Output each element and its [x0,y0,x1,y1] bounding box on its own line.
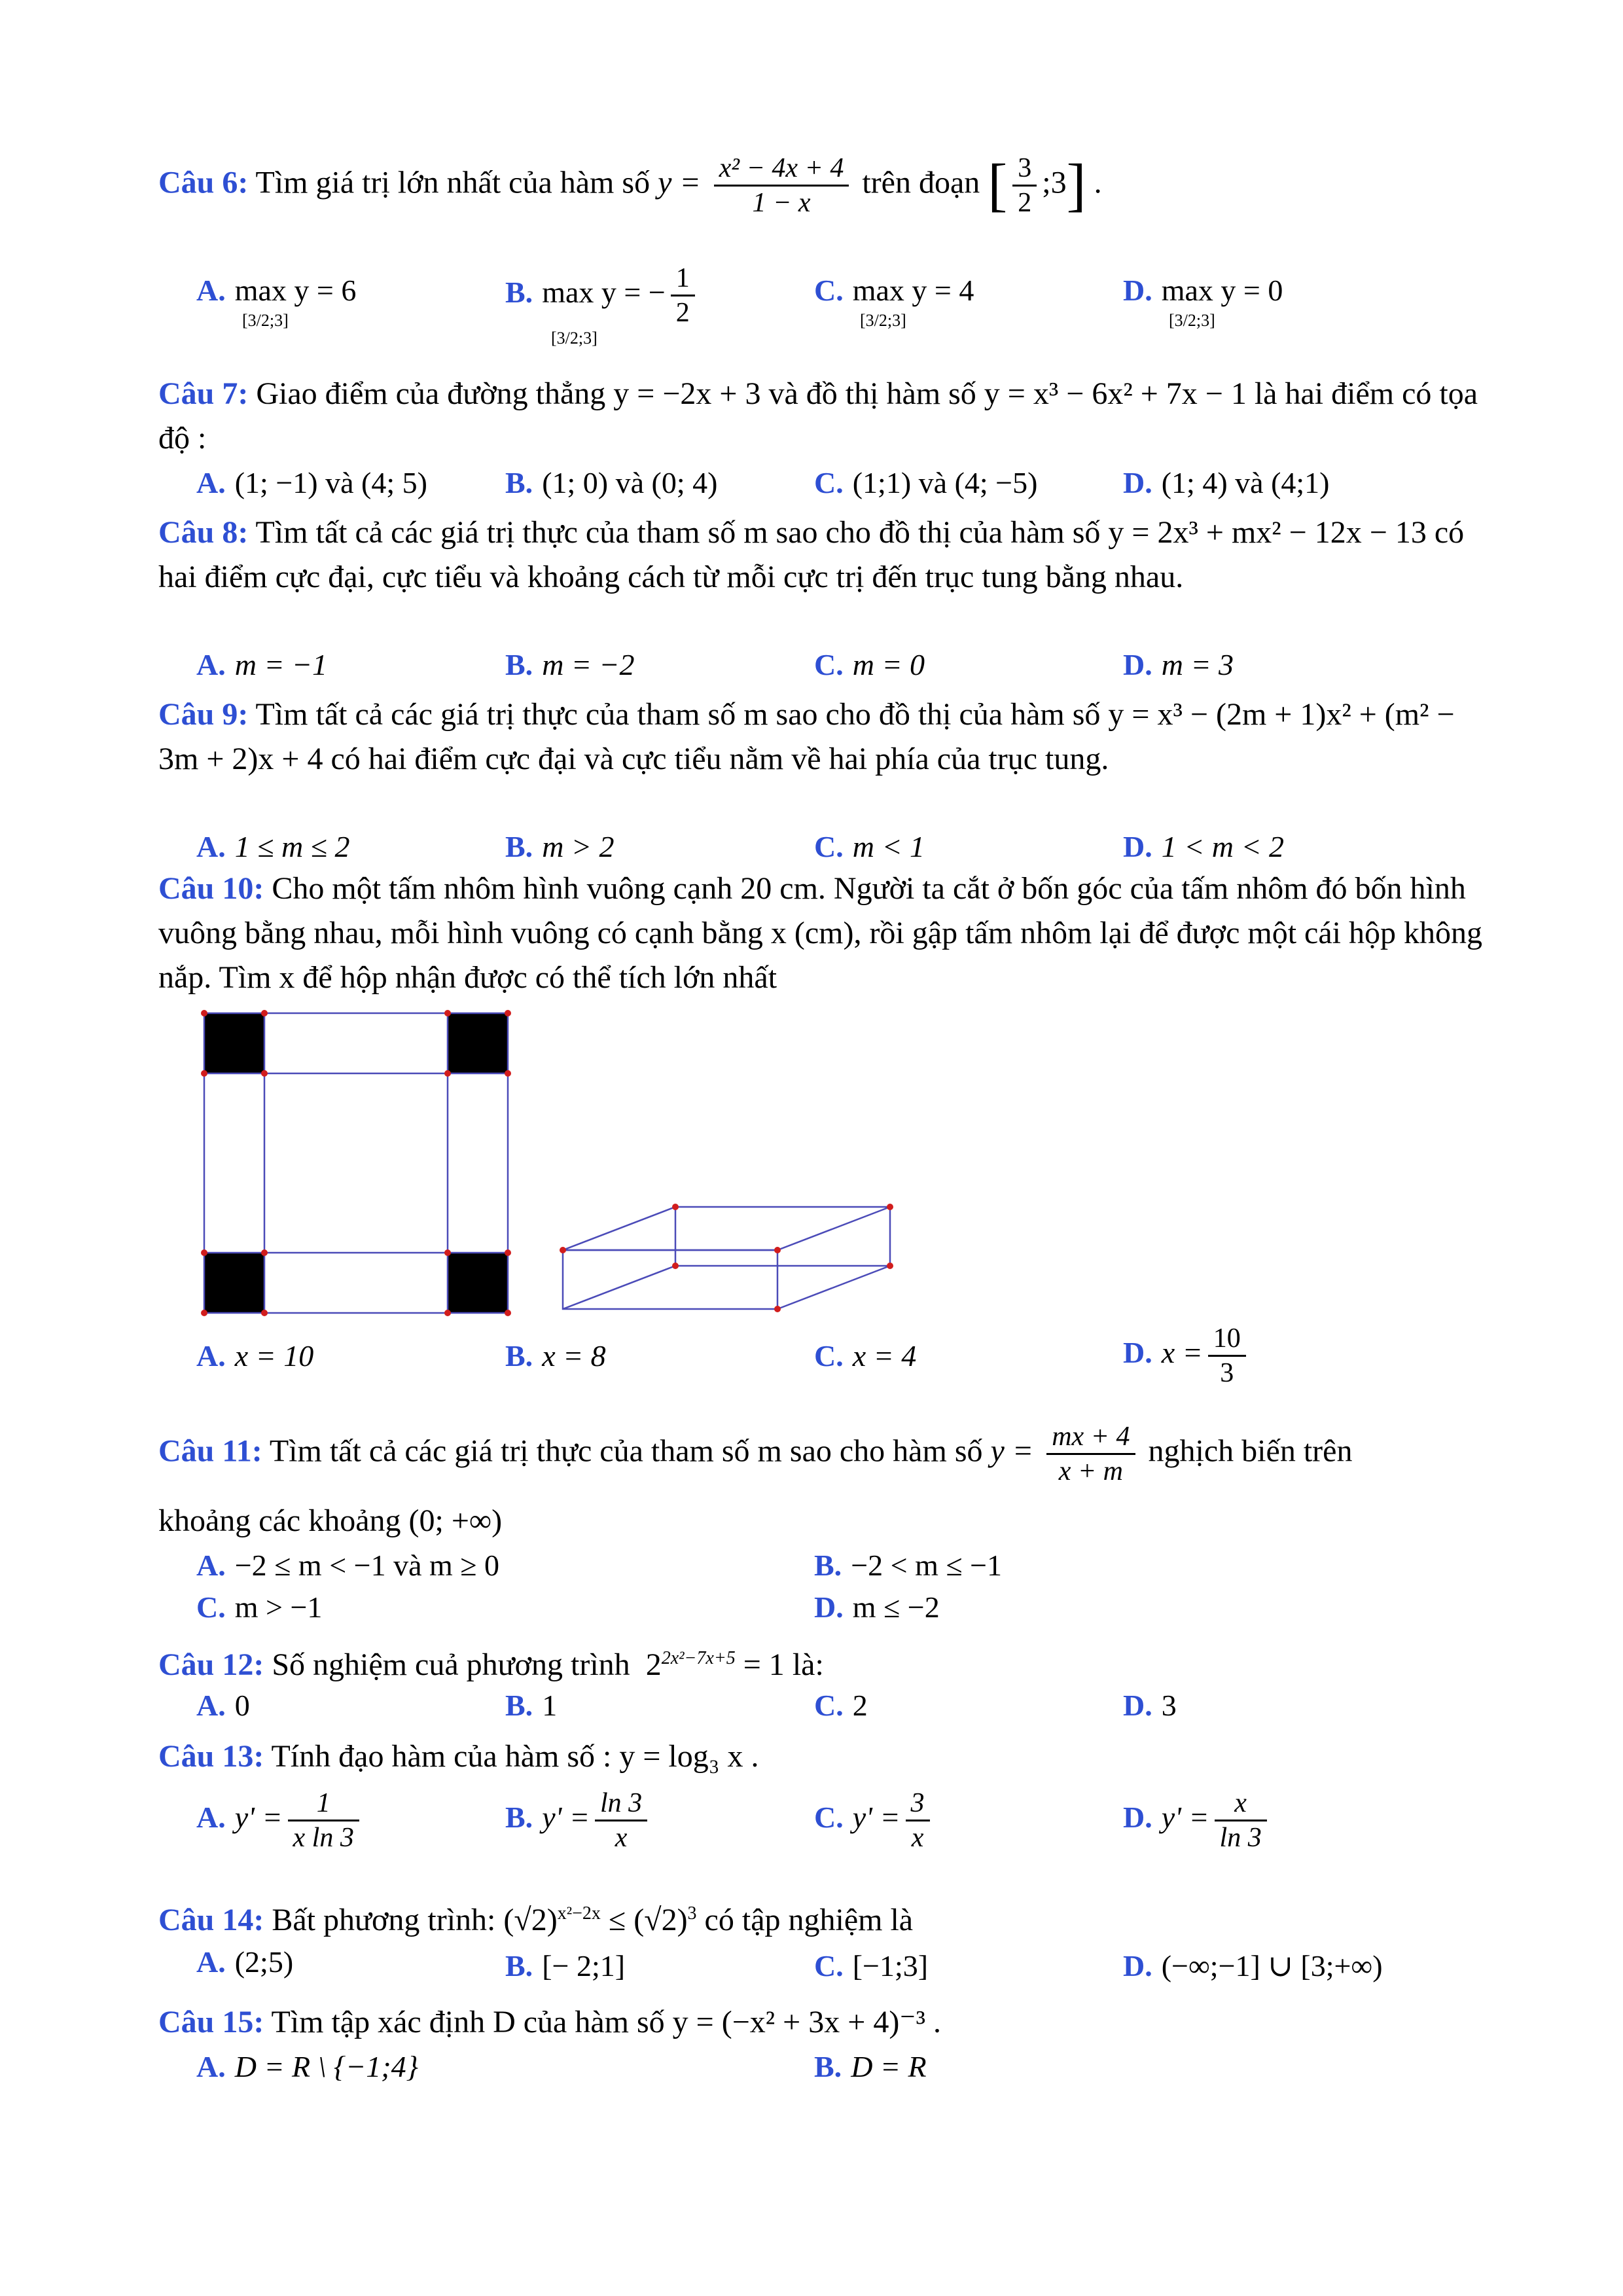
answer-prefix: y' = [234,1801,283,1835]
answer-d[interactable] [1123,1322,1251,1390]
vertex-dot [505,1010,511,1016]
answer-d[interactable] [1123,1787,1272,1854]
answer-text: max y = 6 [234,274,357,307]
box-hidden-edge [563,1266,675,1309]
answer-prefix: y' = [542,1801,590,1835]
answer-text: max y = 0 [1161,274,1283,307]
answer-letter: A. [196,1549,226,1582]
denominator: 2 [675,298,690,328]
answer-text: −2 ≤ m < −1 và m ≥ 0 [234,1549,500,1582]
question-text: Tìm tất cả các giá trị thực của tham số m sao cho hàm số [269,1433,983,1469]
answer-letter: B. [505,276,533,310]
numerator: 3 [1012,152,1037,187]
question-label: Câu 9: [158,697,249,732]
fraction [595,1787,647,1854]
answer-letter: B. [814,1549,842,1582]
question-text-after: nghịch biến trên [1148,1433,1353,1469]
question-text: Tìm tất cả các giá trị thực của tham số m sao cho đồ thị của hàm số y = 2x³ + mx² − 12x − 13 có hai điểm cực đại, cực tiểu và khoảng cách từ mỗi cực trị đến trục tung bằng nhau. [158,515,1465,594]
answer-letter: B. [505,648,533,681]
question-label: Câu 14: [158,1903,264,1937]
answer-b[interactable] [814,1545,1002,1587]
power-base: 2 [645,1647,662,1682]
answer-text: m = −1 [234,648,328,681]
numerator: 10 [1208,1322,1246,1357]
answer-letter: D. [1123,274,1152,307]
denominator: ln 3 [1219,1823,1262,1853]
vertex-dot [444,1070,451,1077]
answer-text: 2 [852,1689,868,1722]
answer-prefix: y' = [852,1801,901,1835]
equation-rhs: = 1 [743,1647,785,1682]
vertex-dot [201,1070,207,1077]
question-label: Câu 10: [158,871,264,906]
answer-letter: C. [814,274,844,307]
vertex-dot [201,1310,207,1316]
numerator: 3 [906,1787,930,1821]
denominator: x ln 3 [293,1823,354,1853]
corner-square [204,1013,264,1073]
answer-d[interactable] [1123,1945,1383,1987]
answer-letter: B. [505,830,533,863]
fraction [288,1787,359,1854]
answer-a[interactable] [196,1685,250,1727]
question-text: Số nghiệm cuả phương trình [272,1647,630,1682]
question-12 [158,1643,1500,1687]
interval-end: ;3 [1042,165,1067,200]
denominator: x [615,1823,628,1853]
answer-letter: C. [814,466,844,499]
period: . [1094,165,1102,200]
answer-text: D = R [851,2050,927,2083]
bracket-right: ] [1066,152,1086,218]
vertex-dot [444,1010,451,1016]
numerator: 1 [288,1787,359,1821]
denominator: x [911,1823,924,1853]
answer-letter: B. [505,1801,533,1835]
inequality-operator: ≤ [608,1903,626,1937]
fraction [1046,1420,1135,1488]
answer-text: m > 2 [542,830,615,863]
answer-b[interactable] [505,1787,652,1854]
lhs-exponent: x²−2x [557,1903,601,1924]
answer-subscript: [3/2;3] [551,329,597,348]
answer-text: [− 2;1] [542,1949,626,1982]
answer-text: (1; 0) và (0; 4) [542,466,718,499]
question-text: Cho một tấm nhôm hình vuông cạnh 20 cm. Người ta cắt ở bốn góc của tấm nhôm đó bốn hình vuông bằng nhau, mỗi hình vuông có cạnh bằng x (cm), rồi gập tấm nhôm lại để được một cái hộp không nắp. Tìm x để hộp nhận được có thể tích lớn nhất [158,871,1482,995]
answer-letter: C. [814,648,844,681]
numerator: x [1215,1787,1267,1821]
corner-square [204,1253,264,1313]
answer-letter: B. [505,466,533,499]
answer-b[interactable] [505,1945,625,1987]
vertex-dot [774,1247,781,1253]
question-end: có tập nghiệm là [704,1903,914,1937]
answer-letter: D. [814,1590,844,1624]
answer-letter: D. [1123,466,1152,499]
denominator: 3 [1220,1358,1234,1388]
answer-letter: D. [1123,1336,1152,1370]
answer-a[interactable] [196,1545,499,1587]
answer-text: (−∞;−1] ∪ [3;+∞) [1161,1949,1383,1982]
question-label: Câu 12: [158,1647,264,1682]
answer-letter: B. [505,1339,533,1372]
answer-letter: C. [814,1689,844,1722]
answer-letter: A. [196,1689,226,1722]
answer-text: max y = 4 [852,274,974,307]
answer-letter: A. [196,1801,226,1835]
box-edge [777,1266,890,1309]
question-text: Tìm giá trị lớn nhất của hàm số [255,165,651,200]
question-end: là: [792,1647,824,1682]
answer-letter: D. [1123,1801,1152,1835]
question-text: Giao điểm của đường thẳng y = −2x + 3 và đồ thị hàm số y = x³ − 6x² + 7x − 1 là hai điểm có tọa độ : [158,376,1478,456]
answer-text: 1 ≤ m ≤ 2 [234,830,350,863]
vertex-dot [261,1070,268,1077]
vertex-dot [672,1263,679,1269]
answer-text: m ≤ −2 [852,1590,940,1624]
question-text: Tìm tập xác định D của hàm số y = (−x² + 3x + 4)⁻³ . [271,2005,942,2039]
corner-square [448,1013,508,1073]
fraction [906,1787,930,1854]
open-box-figure [560,1204,893,1312]
answer-letter: D. [1123,648,1152,681]
answer-text: (1; −1) và (4; 5) [234,466,427,499]
answer-text: 1 < m < 2 [1161,830,1285,863]
box-top-opening [563,1207,890,1250]
answer-text: (1; 4) và (4;1) [1161,466,1330,499]
vertex-dot [505,1249,511,1256]
denominator: 1 − x [752,188,811,218]
answer-b[interactable] [505,1685,557,1727]
question-label: Câu 6: [158,165,249,200]
answer-text: m = 0 [852,648,925,681]
answer-text: 0 [234,1689,250,1722]
answer-text: (2;5) [234,1945,294,1979]
fraction [1215,1787,1267,1854]
interval-text: trên đoạn [862,165,980,200]
answer-a[interactable] [196,2046,418,2088]
answer-c[interactable] [814,1945,928,1987]
vertex-dot [201,1249,207,1256]
vertex-dot [505,1310,511,1316]
answer-text: m > −1 [234,1590,323,1624]
answer-text: max y = − [542,276,666,310]
answer-text: x = 4 [852,1339,917,1372]
answer-a[interactable] [196,1335,313,1377]
question-text: Bất phương trình: [272,1903,496,1937]
answer-subscript: [3/2;3] [242,311,289,330]
answer-text: m < 1 [852,830,925,863]
answer-letter: A. [196,830,226,863]
power-exponent: 2x²−7x+5 [661,1648,736,1668]
answer-a[interactable] [196,1787,365,1854]
numerator: ln 3 [595,1787,647,1821]
question-text: Tính đạo hàm của hàm số : y = log₃ x . [271,1739,759,1774]
answer-c[interactable] [814,1787,935,1854]
question-label: Câu 15: [158,2005,264,2039]
question-13 [158,1734,1500,1779]
answer-letter: D. [1123,830,1152,863]
answer-letter: B. [505,1689,533,1722]
question-11-line2: khoảng các khoảng (0; +∞) [158,1503,503,1538]
answer-d[interactable] [1123,1685,1177,1727]
box-front-face [563,1250,777,1309]
answer-letter: D. [1123,1949,1152,1982]
answer-a[interactable] [196,1941,293,1983]
answer-b[interactable] [814,2046,927,2088]
answer-letter: A. [196,1339,226,1372]
numerator: 1 [671,262,695,296]
answer-text: [−1;3] [852,1949,929,1982]
denominator: x + m [1058,1456,1124,1486]
inequality-rhs: (√2) [633,1903,688,1937]
answer-text: m = −2 [542,648,635,681]
vertex-dot [560,1247,566,1253]
numerator: x² − 4x + 4 [714,152,849,187]
answer-text: x = 10 [234,1339,314,1372]
answer-letter: A. [196,274,226,307]
answer-text: x = 8 [542,1339,606,1372]
answer-prefix: y' = [1161,1801,1209,1835]
answer-letter: D. [1123,1689,1152,1722]
vertex-dot [261,1249,268,1256]
equation-lhs: y = [990,1433,1034,1469]
answer-text: 1 [542,1689,558,1722]
answer-c[interactable] [196,1587,322,1628]
vertex-dot [672,1204,679,1210]
question-label: Câu 13: [158,1739,264,1774]
question-11 [158,1420,1500,1488]
answer-letter: C. [814,1339,844,1372]
vertex-dot [444,1310,451,1316]
vertex-dot [201,1010,207,1016]
inequality-lhs: (√2) [503,1903,558,1937]
answer-letter: C. [814,1949,844,1982]
vertex-dot [261,1310,268,1316]
bracket-left: [ [988,152,1008,218]
denominator: 2 [1018,188,1032,218]
corner-square [448,1253,508,1313]
answer-text: D = R \ {−1;4} [234,2050,419,2083]
numerator: mx + 4 [1046,1420,1135,1455]
question-label: Câu 7: [158,376,249,411]
answer-text: (1;1) và (4; −5) [852,466,1038,499]
answer-text: x = [1161,1336,1203,1370]
answer-c[interactable] [814,1335,916,1377]
rhs-exponent: 3 [687,1903,697,1924]
question-15 [158,2000,1500,2045]
fraction [1208,1322,1246,1390]
question-label: Câu 11: [158,1433,262,1469]
answer-letter: A. [196,2050,226,2083]
answer-letter: C. [814,830,844,863]
answer-text: 3 [1161,1689,1177,1722]
question-label: Câu 8: [158,515,249,550]
answer-letter: A. [196,648,226,681]
answer-b[interactable] [505,1335,606,1377]
vertex-dot [887,1263,893,1269]
answer-letter: C. [196,1590,226,1624]
answer-text: m = 3 [1161,648,1234,681]
answer-text: −2 < m ≤ −1 [851,1549,1003,1582]
question-14 [158,1898,1500,1943]
answer-letter: B. [814,2050,842,2083]
answer-subscript: [3/2;3] [1169,311,1215,330]
vertex-dot [444,1249,451,1256]
equation-lhs: y = [658,165,701,200]
answer-c[interactable] [814,1685,868,1727]
vertex-dot [261,1010,268,1016]
question-text: Tìm tất cả các giá trị thực của tham số m sao cho đồ thị của hàm số y = x³ − (2m + 1)x² + (m² − 3m + 2)x + 4 có hai điểm cực đại và cực tiểu nằm về hai phía của trục tung. [158,697,1455,776]
answer-letter: A. [196,466,226,499]
answer-letter: C. [814,1801,844,1835]
vertex-dot [505,1070,511,1077]
answer-d[interactable] [814,1587,940,1628]
answer-subscript: [3/2;3] [860,311,906,330]
vertex-dot [887,1204,893,1210]
answer-letter: B. [505,1949,533,1982]
vertex-dot [774,1306,781,1312]
answer-letter: A. [196,1945,226,1979]
